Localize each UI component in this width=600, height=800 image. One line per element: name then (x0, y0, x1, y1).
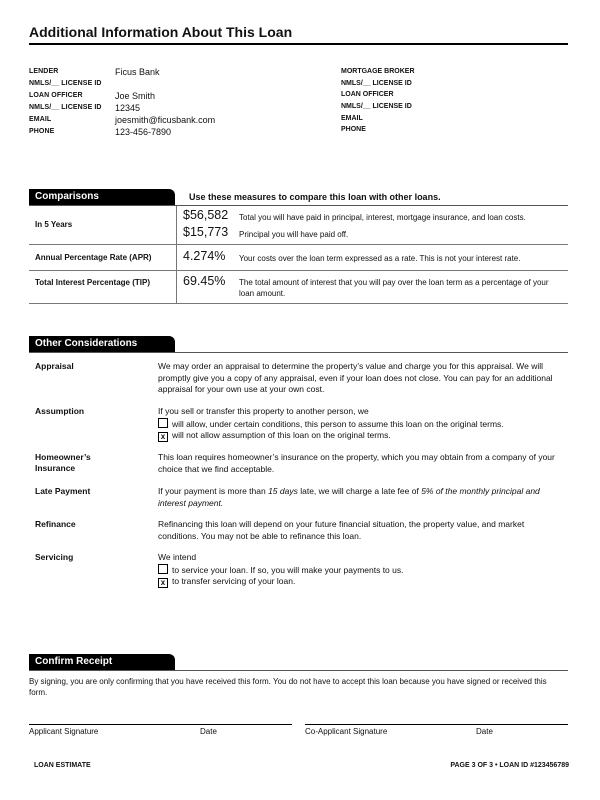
broker-label: EMAIL (341, 114, 363, 122)
late-fee: 5% of the monthly principal and interest payment. (158, 486, 540, 508)
broker-label: MORTGAGE BROKER (341, 68, 415, 75)
date-label: Date (476, 727, 493, 736)
co-applicant-signature-line[interactable] (305, 724, 568, 725)
title-rule (29, 43, 568, 45)
comparison-label: In 5 Years (35, 220, 73, 229)
assumption-section (158, 406, 558, 442)
comparisons-subheading: Use these measures to compare this loan with other loans. (189, 192, 441, 202)
servicing-intro: We intend (158, 552, 197, 562)
contact-label: NMLS/__ LICENSE ID (29, 80, 102, 87)
appraisal-label: Appraisal (35, 361, 74, 371)
servicing-section (158, 552, 558, 588)
appraisal-text: We may order an appraisal to determine the property’s value and charge you for this appraisal. We will promptly give you a copy of any appraisal, even if your loan does not close. You can pay for an additional appraisal for your own use at your own cost. (158, 361, 553, 394)
contact-row (29, 78, 215, 90)
late-text-part: late, we will charge a late fee of (297, 486, 422, 496)
applicant-signature-label: Applicant Signature (29, 727, 99, 736)
broker-label: NMLS/__ LICENSE ID (341, 103, 412, 111)
contact-row (29, 66, 215, 78)
late-days: 15 days (268, 486, 298, 496)
date-label: Date (200, 727, 217, 736)
assumption-option-not-allow (158, 430, 558, 442)
servicing-label: Servicing (35, 552, 74, 562)
comparison-row-apr (29, 245, 568, 271)
comparison-amount: $56,582 (183, 208, 229, 222)
contact-value: 123-456-7890 (115, 127, 172, 137)
contact-label: LOAN OFFICER (29, 92, 83, 99)
contact-value: 12345 (115, 103, 141, 113)
comparison-description: Your costs over the loan term expressed as a rate. This is not your interest rate. (239, 254, 521, 263)
applicant-signature-line[interactable] (29, 724, 292, 725)
column-divider (176, 245, 177, 270)
comparison-label: Total Interest Percentage (TIP) (35, 278, 150, 287)
column-divider (176, 271, 177, 303)
comparison-amount: 69.45% (183, 274, 226, 288)
contact-value: Joe Smith (115, 91, 156, 101)
refinance-text: Refinancing this loan will depend on your future financial situation, the property value, and market conditions. You may not be able to refinance this loan. (158, 519, 525, 541)
confirm-receipt-text: By signing, you are only confirming that you have received this form. You do not have to accept this loan because you have signed or received this form. (29, 677, 547, 697)
comparison-row-5-years (29, 206, 568, 245)
option-label: will allow, under certain conditions, this person to assume this loan on the original terms. (172, 418, 504, 429)
column-divider (176, 206, 177, 244)
contact-value: Ficus Bank (115, 67, 160, 77)
comparison-row-tip (29, 271, 568, 304)
contact-value: joesmith@ficusbank.com (115, 115, 216, 125)
comparison-label: Annual Percentage Rate (APR) (35, 253, 152, 262)
late-payment-text (158, 486, 558, 509)
contact-label: PHONE (29, 128, 55, 135)
section-rule (29, 670, 568, 671)
footer-page-info: PAGE 3 OF 3 • LOAN ID #123456789 (450, 762, 569, 769)
section-rule (29, 352, 568, 353)
late-payment-label: Late Payment (35, 486, 91, 496)
broker-label: NMLS/__ LICENSE ID (341, 79, 412, 87)
contact-row (29, 126, 215, 138)
comparison-description: Total you will have paid in principal, interest, mortgage insurance, and loan costs. (239, 213, 526, 222)
confirm-receipt-heading: Confirm Receipt (29, 654, 175, 670)
contact-row (29, 114, 215, 126)
checkbox[interactable]: x (158, 578, 168, 588)
assumption-intro: If you sell or transfer this property to another person, we (158, 406, 369, 416)
checkbox[interactable] (158, 418, 168, 428)
assumption-label: Assumption (35, 406, 85, 416)
comparison-amount: $15,773 (183, 225, 229, 239)
comparison-description: The total amount of interest that you will pay over the loan term as a percentage of your loan amount. (239, 278, 549, 298)
comparisons-heading: Comparisons (29, 189, 175, 205)
broker-contact-block (341, 66, 415, 136)
option-label: will not allow assumption of this loan on the original terms. (172, 430, 391, 440)
comparison-description: Principal you will have paid off. (239, 230, 349, 239)
homeowners-insurance-text: This loan requires homeowner’s insurance on the property, which you may obtain from a company of your choice that we find acceptable. (158, 452, 555, 474)
page-title: Additional Information About This Loan (29, 24, 293, 40)
homeowners-insurance-label: Homeowner’s Insurance (35, 452, 91, 473)
contact-label: LENDER (29, 68, 59, 75)
comparison-amount: 4.274% (183, 249, 226, 263)
assumption-option-allow (158, 418, 558, 431)
broker-label: PHONE (341, 126, 366, 134)
checkbox[interactable] (158, 564, 168, 574)
co-applicant-signature-label: Co-Applicant Signature (305, 727, 388, 736)
refinance-label: Refinance (35, 519, 76, 529)
option-label: to transfer servicing of your loan. (172, 576, 296, 586)
contact-row (29, 102, 215, 114)
footer-form-name: LOAN ESTIMATE (34, 762, 91, 769)
other-considerations-heading: Other Considerations (29, 336, 175, 352)
contact-label: NMLS/__ LICENSE ID (29, 104, 102, 111)
servicing-option-transfer (158, 576, 558, 588)
lender-contact-block (29, 66, 215, 138)
option-label: to service your loan. If so, you will make your payments to us. (172, 564, 404, 575)
broker-label: LOAN OFFICER (341, 91, 394, 99)
late-text-part: If your payment is more than (158, 486, 269, 496)
servicing-option-service (158, 564, 558, 577)
contact-label: EMAIL (29, 116, 52, 123)
contact-row (29, 90, 215, 102)
checkbox[interactable]: x (158, 432, 168, 442)
